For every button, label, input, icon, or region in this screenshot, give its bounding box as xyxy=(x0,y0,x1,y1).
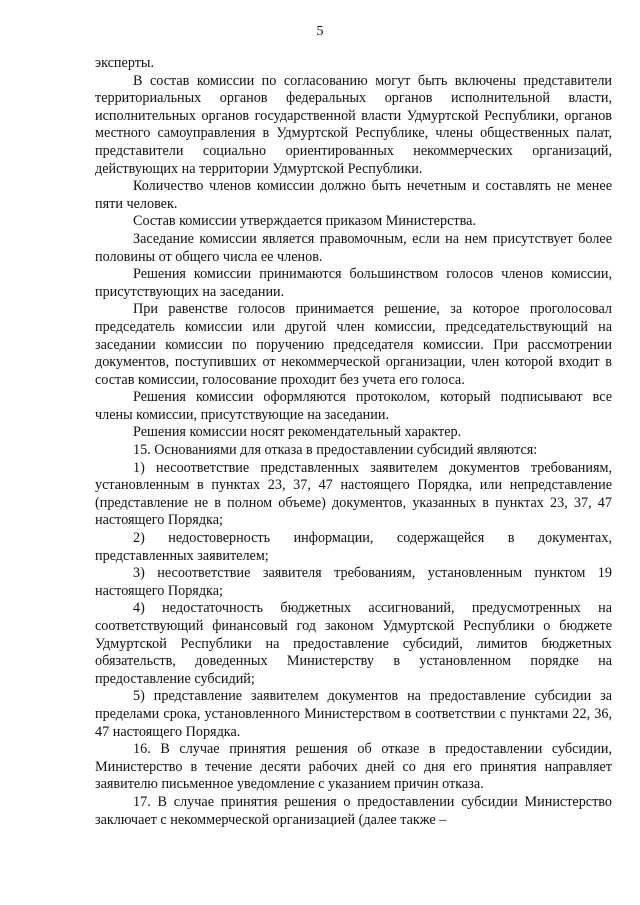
paragraph: Количество членов комиссии должно быть нечетным и составлять не менее пяти человек. xyxy=(95,178,612,212)
paragraph: 15. Основаниями для отказа в предоставлении субсидий являются: xyxy=(133,442,538,459)
paragraph: Решения комиссии носят рекомендательный характер. xyxy=(133,424,462,441)
paragraph: эксперты. xyxy=(95,55,155,71)
paragraph: 16. В случае принятия решения об отказе в предоставлении субсидии, Министерство в течение десяти рабочих дней со дня его принятия направляет заявителю письменное уведомление с указанием причин отказа. xyxy=(95,741,612,793)
paragraph: 17. В случае принятия решения о предоставлении субсидии Министерство заключает с некоммерческой организацией (далее также – xyxy=(95,793,612,828)
paragraph: В состав комиссии по согласованию могут быть включены представители территориальных органов федеральных органов исполнительной власти, исполнительных органов государственной власти Удмуртской Республики, органов местного самоуправления в Удмуртской Республике, члены общественных палат, представители социально ориентированных некоммерческих организаций, действующих на территории Удмуртской Республики. xyxy=(95,72,612,177)
list-item: 5) представление заявителем документов на предоставление субсидии за пределами срока, установленного Министерством в соответствии с пунктами 22, 36, 47 настоящего Порядка. xyxy=(95,688,612,740)
paragraph: Решения комиссии принимаются большинством голосов членов комиссии, присутствующих на заседании. xyxy=(95,266,612,300)
document-body xyxy=(95,55,612,829)
paragraph: При равенстве голосов принимается решение, за которое проголосовал председатель комиссии или другой член комиссии, председательствующий на заседании комиссии по поручению председателя комиссии. При рассмотрении документов, поступивших от некоммерческой организации, член которой входит в состав комиссии, голосование проходит без учета его голоса. xyxy=(95,301,612,388)
list-item: 2) недостоверность информации, содержащейся в документах, представленных заявителем; xyxy=(95,530,612,564)
list-item: 1) несоответствие представленных заявителем документов требованиям, установленным в пунктах 23, 37, 47 настоящего Порядка, или непредставление (представление не в полном объеме) документов, указанных в пунктах 23, 37, 47 настоящего Порядка; xyxy=(95,459,612,529)
paragraph: Заседание комиссии является правомочным, если на нем присутствует более половины от общего числа ее членов. xyxy=(95,230,612,265)
paragraph: Решения комиссии оформляются протоколом, который подписывают все члены комиссии, присутствующие на заседании. xyxy=(95,389,612,423)
list-item: 3) несоответствие заявителя требованиям, установленным пунктом 19 настоящего Порядка; xyxy=(95,565,612,599)
paragraph: Состав комиссии утверждается приказом Министерства. xyxy=(133,213,476,230)
page-number: 5 xyxy=(316,24,324,39)
list-item: 4) недостаточность бюджетных ассигнований, предусмотренных на соответствующий финансовый год законом Удмуртской Республики о бюджете Удмуртской Республики на предоставление субсидий, лимитов бюджетных обязательств, доведенных Министерству в установленном порядке на предоставление субсидий; xyxy=(95,600,612,687)
